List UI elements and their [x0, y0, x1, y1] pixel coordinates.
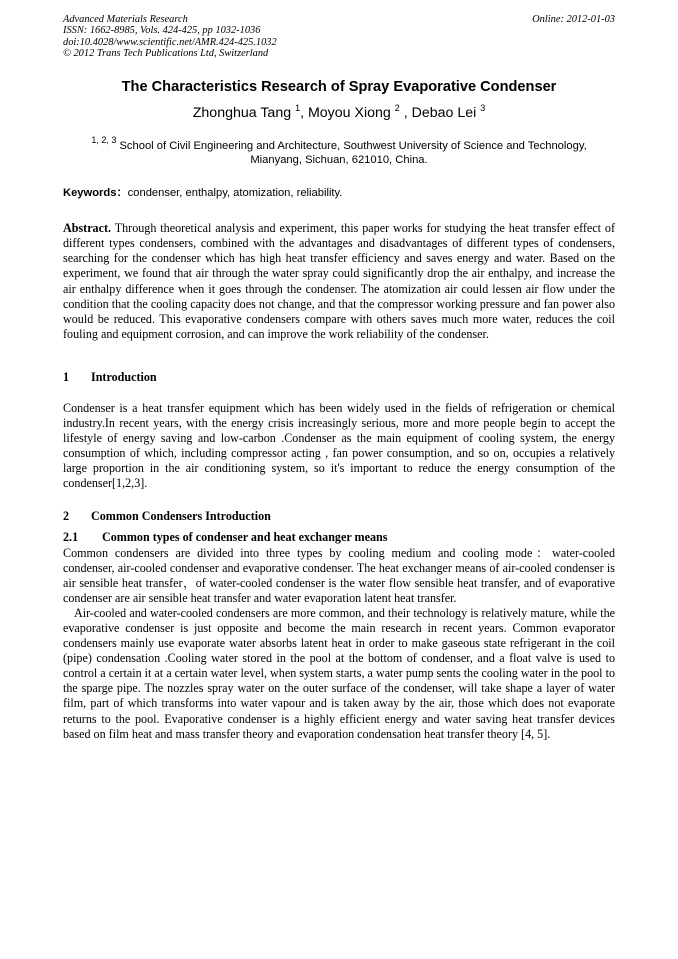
- copyright-line: © 2012 Trans Tech Publications Ltd, Switzerland: [63, 47, 269, 59]
- subsection-number: 2.1: [63, 529, 79, 544]
- keywords-label: Keywords：: [63, 187, 128, 200]
- journal-header: [63, 14, 615, 59]
- subsection-title: Common types of condenser and heat exchanger means: [102, 529, 388, 544]
- issn-line: ISSN: 1662-8985, Vols. 424-425, pp 1032-1036: [63, 25, 261, 37]
- abstract-text: Through theoretical analysis and experiment, this paper works for studying the heat transfer effect of different types condensers, combined with the advantages and disadvantages of different types of condensers, searching for the condenser which has high heat transfer efficiency and saves energy and water. Based on the experiment, we found that air through the water spray could significantly drop the air enthalpy, and increase the air enthalpy difference when it goes through the condenser. The atomization air could lessen air flow under the condition that the cooling capacity does not change, and that the compressor working pressure and fan power also would be reduced. This evaporative condensers compare with others saves much more water, reduces the coil fouling and equipment corrosion, and can improve the work reliability of the condenser.: [63, 221, 615, 341]
- section-number: 2: [63, 508, 70, 523]
- section-title: Introduction: [91, 369, 157, 384]
- paper-page: [63, 14, 615, 742]
- author-name: Moyou Xiong: [307, 105, 391, 122]
- affil-line-1: School of Civil Engineering and Architecture, Southwest University of Science and Technology,: [119, 140, 587, 153]
- section-heading-introduction: [63, 370, 615, 385]
- introduction-paragraph: Condenser is a heat transfer equipment which has been widely used in the fields of refrigeration or chemical industry.In recent years, with the energy crisis increasingly serious, more and more people begin to accept the lifestyle of energy saving and low-carbon .Condenser as the main equipment of cooling system, the energy consumption of which, including compressor acting , fan power consumption, and so on, occupies a relatively large proportion in the air conditioning system, so it's important to reduce the energy consumption of the condenser[1,2,3].: [63, 400, 615, 491]
- author-name: Zhonghua Tang: [192, 105, 292, 122]
- keywords-text: condenser, enthalpy, atomization, reliability.: [127, 187, 343, 200]
- body-paragraph: Air-cooled and water-cooled condensers are more common, and their technology is relatively mature, while the evaporative condenser is just opposite and become the main research in recent years. Common evaporator condensers mainly use evaporate water absorbs latent heat in order to make gaseous state refrigerant in the coil (pipe) condensation .Cooling water stored in the pool at the bottom of condenser, and a float valve is used to control a certain it at a certain water level, when system starts, a water pump sents the cooling water in the pool to the sparge pipe. The nozzles spray water on the outer surface of the condenser, will take shape a layer of water film, part of which transforms into water vapour and is taken away by the air, those which does not evaporate returns to the pool. Evaporative condenser is a highly efficient energy and water saving heat transfer devices based on film heat and mass transfer theory and evaporation condensation heat transfer theory [4, 5].: [63, 605, 615, 741]
- section-number: 1: [63, 369, 70, 384]
- section-heading-common-condensers: [63, 509, 615, 524]
- abstract: [63, 221, 615, 342]
- affil-line-2: Mianyang, Sichuan, 621010, China.: [250, 154, 428, 167]
- author-affil-mark: 1: [295, 103, 301, 114]
- author-affil-mark: 2: [394, 103, 400, 114]
- author-list: Zhonghua Tang $^1$, Moyou Xiong $^2$ , Debao Lei $^3$: [192, 103, 486, 122]
- doi-line: doi:10.4028/www.scientific.net/AMR.424-425.1032: [63, 36, 277, 48]
- keywords: [63, 186, 615, 200]
- affiliation: [63, 133, 615, 167]
- abstract-label: Abstract.: [63, 221, 112, 236]
- paper-title: The Characteristics Research of Spray Evaporative Condenser: [121, 79, 557, 96]
- affil-mark: 1, 2, 3: [91, 135, 117, 146]
- author-name: Debao Lei: [411, 105, 477, 122]
- section-title: Common Condensers Introduction: [91, 508, 271, 523]
- online-date: Online: 2012-01-03: [532, 14, 615, 25]
- subsection-heading: [63, 530, 615, 545]
- body-paragraph: Common condensers are divided into three types by cooling medium and cooling mode：water-cooled condenser, air-cooled condenser and evaporative condenser. The heat exchanger means of air-cooled condenser is air sensible heat transfer，of water-cooled condenser is the water flow sensible heat transfer, and of evaporative condenser are air sensible heat transfer and water evaporation latent heat transfer.: [63, 545, 615, 605]
- author-affil-mark: 3: [480, 103, 486, 114]
- journal-name: Advanced Materials Research: [63, 14, 188, 25]
